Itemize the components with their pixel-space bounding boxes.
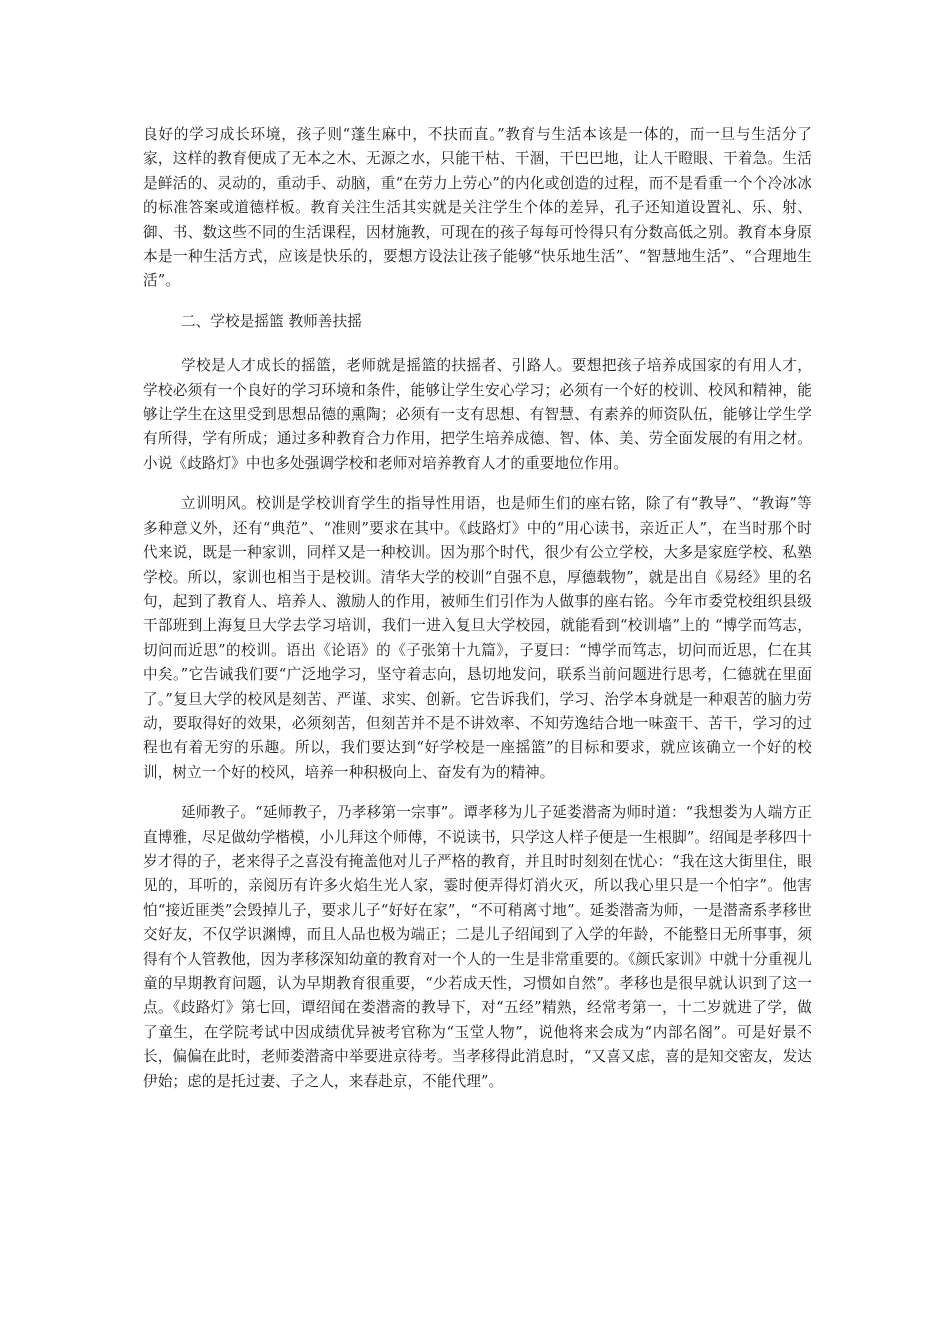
paragraph-school-motto: 立训明风。校训是学校训育学生的指导性用语，也是师生们的座右铭，除了有“教导”、“教诲”等多种意义外，还有“典范”、“准则”要求在其中。《歧路灯》中的“用心读书，亲近正人”，在当时那个时代来说，既是一种家训，同样又是一种校训。因为那个时代，很少有公立学校，大多是家庭学校、私塾学校。所以，家训也相当于是校训。清华大学的校训“自强不息，厚德载物”，就是出自《易经》里的名句，起到了教育人、培养人、激励人的作用，被师生们引作为人做事的座右铭。今年市委党校组织县级干部班到上海复旦大学去学习培训，我们一进入复旦大学校园，就能看到“校训墙”上的 “博学而笃志，切问而近思”的校训。语出《论语》的《子张第十九篇》，子夏曰：“博学而笃志，切问而近思，仁在其中矣。”它告诫我们要“广泛地学习，坚守着志向，恳切地发问，联系当前问题进行思考，仁德就在里面了。”复旦大学的校风是刻苦、严谨、求实、创新。它告诉我们，学习、治学本身就是一种艰苦的脑力劳动，要取得好的效果，必须刻苦，但刻苦并不是不讲效率、不知劳逸结合地一味蛮干、苦干，学习的过程也有着无穷的乐趣。所以，我们要达到“好学校是一座摇篮”的目标和要求，就应该确立一个好的校训，树立一个好的校风，培养一种积极向上、奋发有为的精神。 <box>143 495 812 781</box>
paragraph-intro: 良好的学习成长环境，孩子则“蓬生麻中，不扶而直。”教育与生活本该是一体的，而一旦与生活分了家，这样的教育便成了无本之木、无源之水，只能干枯、干涸，干巴巴地，让人干瞪眼、干着急。生活是鲜活的、灵动的，重动手、动脑，重“在劳力上劳心”的内化或创造的过程，而不是看重一个个冷冰冰的标准答案或道德样板。教育关注生活其实就是关注学生个体的差异，孔子还知道设置礼、乐、射、御、书、数这些不同的生活课程，因材施教，可现在的孩子每每可怜得只有分数高低之别。教育本身原本是一种生活方式，应该是快乐的，要想方设法让孩子能够“快乐地生活”、“智慧地生活”、“合理地生活”。 <box>143 126 812 290</box>
document-page <box>143 123 812 1110</box>
paragraph-hire-teacher: 延师教子。“延师教子，乃孝移第一宗事”。谭孝移为儿子延娄潜斋为师时道：“我想娄为人端方正直博雅，尽足做幼学楷模，小儿拜这个师傅，不说读书，只学这人样子便是一生根脚”。绍闻是孝移四十岁才得的子，老来得子之喜没有掩盖他对儿子严格的教育，并且时时刻刻在忧心：“我在这大街里住，眼见的，耳听的，亲阅历有许多火焰生光人家，霎时便弄得灯消火灭，所以我心里只是一个怕字”。他害怕“接近匪类”会毁掉儿子，要求儿子“好好在家”，“不可稍离寸地”。延娄潜斋为师，一是潜斋系孝移世交好友，不仅学识渊博，而且人品也极为端正；二是儿子绍闻到了入学的年龄，不能整日无所事事，须得有个人管教他，因为孝移深知幼童的教育对一个人的一生是非常重要的。《颜氏家训》中就十分重视儿童的早期教育问题，认为早期教育很重要，“少若成天性，习惯如自然”。孝移也是很早就认识到了这一点。《歧路灯》第七回，谭绍闻在娄潜斋的教导下，对“五经”精熟，经常考第一，十二岁就进了学，做了童生，在学院考试中因成绩优异被考官称为“玉堂人物”，说他将来会成为“内部名阁”。可是好景不长，偏偏在此时，老师娄潜斋中举要进京待考。当孝移得此消息时，“又喜又虑，喜的是知交密友，发达伊始；虑的是托过妻、子之人，来春赴京，不能代理”。 <box>143 804 812 1090</box>
section-heading: 二、学校是摇篮 教师善扶摇 <box>180 312 363 330</box>
paragraph-school-cradle: 学校是人才成长的摇篮，老师就是摇篮的扶摇者、引路人。要想把孩子培养成国家的有用人才，学校必须有一个良好的学习环境和条件，能够让学生安心学习；必须有一个好的校训、校风和精神，能够让学生在这里受到思想品德的熏陶；必须有一支有思想、有智慧、有素养的师资队伍，能够让学生学有所得，学有所成；通过多种教育合力作用，把学生培养成德、智、体、美、劳全面发展的有用之材。小说《歧路灯》中也多处强调学校和老师对培养教育人才的重要地位作用。 <box>143 357 812 472</box>
